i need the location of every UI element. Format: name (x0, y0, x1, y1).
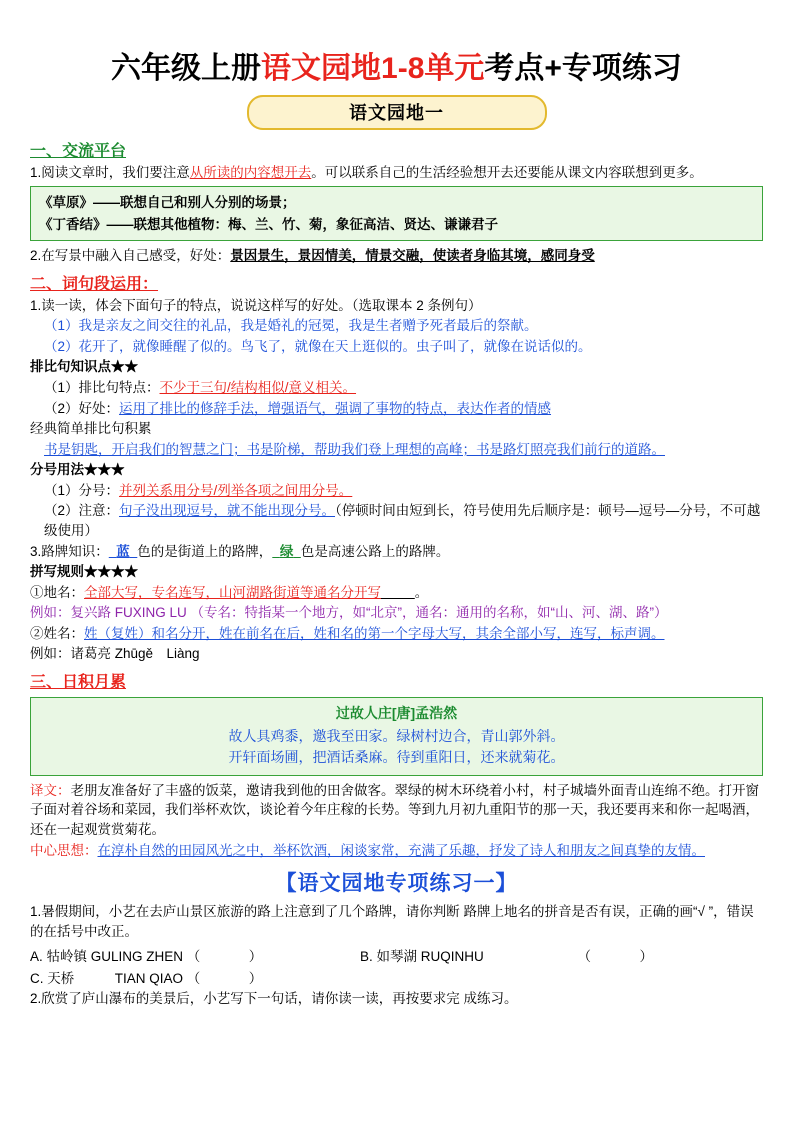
semicolon-note: （2）注意：句子没出现逗号，就不能出现分号。（停顿时间由短到长，符号使用先后顺序是：顿号—逗号—分号，不可越级使用） (44, 503, 761, 538)
paralleled-sentence-feature: （1）排比句特点：不少于三句/结构相似/意义相关。 (44, 380, 357, 395)
classic-parallel-value: 书是钥匙，开启我们的智慧之门；书是阶梯，帮助我们登上理想的高峰；书是路灯照亮我们前行的道路。 (44, 441, 665, 457)
spelling-place-name: ①地名：全部大写，专名连写，山河湖路街道等通名分开写 。 (30, 584, 429, 600)
section1-green-box (30, 186, 763, 241)
poem-line-2: 开轩面场圃，把酒话桑麻。待到重阳日，还来就菊花。 (228, 748, 565, 765)
spelling-rules-label: 拼写规则★★★★ (30, 564, 138, 580)
practice-title: 【语文园地专项练习一】 (275, 872, 518, 896)
section2-example1: （1）我是亲友之间交往的礼品，我是婚礼的冠冕，我是生者赠予死者最后的祭献。 (44, 318, 538, 334)
box-line-1: 《草原》——联想自己和别人分别的场景； (39, 195, 296, 211)
spelling-person-name: ②姓名：姓（复姓）和名分开，姓在前名在后，姓和名的第一个字母大写，其余全部小写，连写，标声调。 (30, 625, 665, 641)
classic-parallel-label: 经典简单排比句积累 (30, 421, 152, 437)
section2-example2: （2）花开了，就像睡醒了似的。鸟飞了，就像在天上逛似的。虫子叫了，就像在说话似的。 (44, 338, 592, 354)
section2-q1: 1.读一读，体会下面句子的特点，说说这样写的好处。（选取课本 2 条例句） (30, 297, 482, 313)
box-line-2: 《丁香结》——联想其他植物：梅、兰、竹、菊，象征高洁、贤达、谦谦君子 (39, 216, 498, 232)
unit-banner: 语文园地一 (247, 95, 547, 130)
semicolon-rule: （1）分号：并列关系用分号/列举各项之间用分号。 (44, 482, 353, 498)
paralleled-sentence-knowledge-label: 排比句知识点★★ (30, 359, 138, 375)
section2-q3: 3.路牌知识： 蓝 色的是街道上的路牌， 绿 色是高速公路上的路牌。 (30, 543, 450, 559)
practice-options-row-1 (30, 945, 763, 965)
page-title (30, 52, 763, 87)
poem-box (30, 697, 763, 776)
spelling-person-example: 例如：诸葛亮 Zhūgě Liàng (30, 646, 200, 662)
poem-central-idea: 中心思想：在淳朴自然的田园风光之中，举杯饮酒，闲谈家常，充满了乐趣，抒发了诗人和朋友之间真挚的友情。 (30, 842, 705, 858)
section1-item2: 2.在写景中融入自己感受，好处：景因景生，景因情美，情景交融，使读者身临其境，感同身受 (30, 248, 595, 264)
practice-question-2: 2.欣赏了庐山瀑布的美景后，小艺写下一句话，请你读一读，再按要求完 成练习。 (30, 990, 518, 1006)
paralleled-sentence-benefit: （2）好处：运用了排比的修辞手法，增强语气，强调了事物的特点，表达作者的情感 (44, 400, 552, 416)
spelling-place-example: 例如：复兴路 FUXING LU （专名：特指某一个地方，如“北京”，通名：通用的名称，如“山、河、湖、路”） (30, 605, 668, 621)
section-heading-communication: 一、交流平台 (30, 142, 127, 160)
option-a: A. 牯岭镇 GULING ZHEN （ ） (30, 948, 265, 964)
poem-line-1: 故人具鸡黍，邀我至田家。绿树村边合，青山郭外斜。 (228, 727, 565, 744)
practice-question-1: 1.暑假期间，小艺在去庐山景区旅游的路上注意到了几个路牌，请你判断 路牌上地名的拼音是否有误，正确的画“√ ”，错误的在括号中改正。 (30, 904, 754, 940)
semicolon-usage-label: 分号用法★★★ (30, 462, 125, 478)
title-part2: 语文园地1-8单元 (261, 52, 485, 85)
section-heading-accumulation: 三、日积月累 (30, 673, 127, 691)
section1-item1: 1.阅读文章时，我们要注意从所读的内容想开去。可以联系自己的生活经验想开去还要能从课文内容联想到更多。 (30, 164, 703, 180)
practice-options-row-2 (30, 967, 763, 987)
option-b: B. 如琴湖 RUQINHU （ ） (360, 948, 656, 964)
title-part1: 六年级上册 (111, 52, 262, 85)
option-c: C. 天桥 TIAN QIAO （ ） (30, 970, 265, 986)
title-part3: 考点+专项练习 (484, 52, 682, 85)
poem-translation: 译文：老朋友准备好了丰盛的饭菜，邀请我到他的田舍做客。翠绿的树木环绕着小村，村子城墙外面青山连绵不绝。打开窗子面对着谷场和菜园，我们举杯欢饮，谈论着今年庄稼的长势。等到九月初九重阳节的那一天，我还要再来和你一起喝酒，还在一起观赏赏菊花。 (30, 782, 759, 837)
poem-title: 过故人庄[唐]孟浩然 (335, 704, 458, 721)
section-heading-words: 二、词句段运用： (30, 275, 159, 293)
